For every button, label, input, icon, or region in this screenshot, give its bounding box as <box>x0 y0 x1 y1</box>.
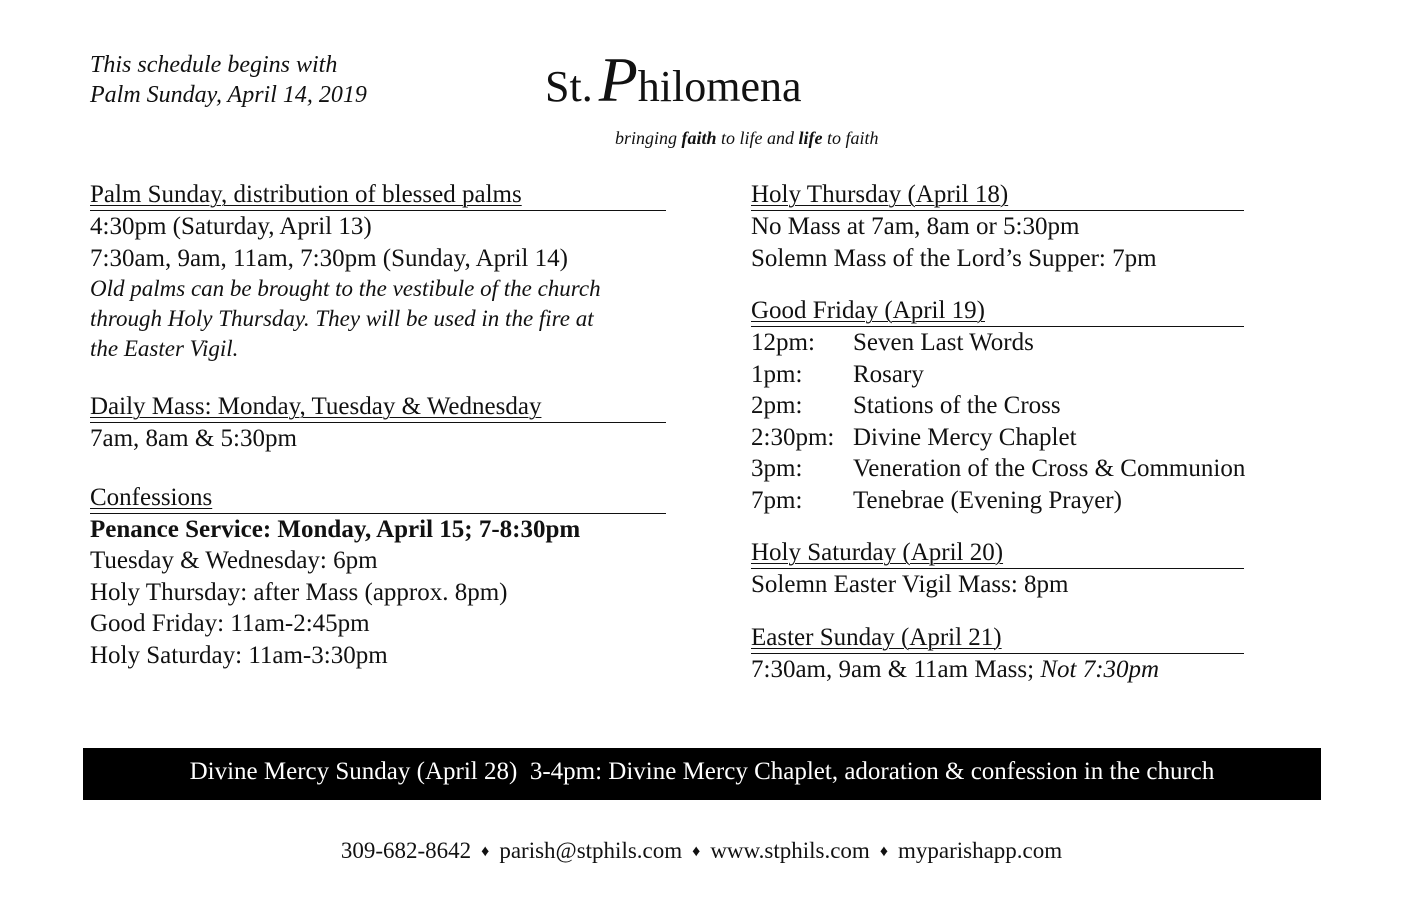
logo-prefix: St. <box>545 62 593 111</box>
website-link[interactable]: www.stphils.com <box>710 838 870 863</box>
row-time: 1pm: <box>751 360 803 388</box>
palm-sunday-heading: Palm Sunday, distribution of blessed palms <box>90 180 666 211</box>
easter-sunday-line <box>751 654 1271 686</box>
easter-sunday-heading: Easter Sunday (April 21) <box>751 623 1244 654</box>
good-friday-row <box>751 327 1271 359</box>
row-event: Stations of the Cross <box>853 392 1061 419</box>
tagline-part: to life and <box>716 128 799 148</box>
banner-text: Divine Mercy Sunday (April 28) 3-4pm: Divine Mercy Chaplet, adoration & confession in the church <box>189 758 1215 785</box>
holy-thursday-line: Solemn Mass of the Lord’s Supper: 7pm <box>751 244 1157 272</box>
daily-mass-heading: Daily Mass: Monday, Tuesday & Wednesday <box>90 392 666 423</box>
phone-number[interactable]: 309-682-8642 <box>340 838 472 863</box>
confession-time-line: Holy Saturday: 11am-3:30pm <box>90 641 388 669</box>
logo-script-letter: P <box>598 44 638 115</box>
easter-note: Not 7:30pm <box>1040 655 1160 683</box>
tagline-part: bringing <box>615 128 682 148</box>
email-link[interactable]: parish@stphils.com <box>499 838 683 863</box>
app-link[interactable]: myparishapp.com <box>898 838 1063 863</box>
intro-line-1: This schedule begins with <box>90 52 338 78</box>
confessions-section <box>90 483 668 672</box>
good-friday-section <box>751 296 1271 516</box>
tagline-part: to faith <box>822 128 879 148</box>
good-friday-row <box>751 422 1271 454</box>
palm-sunday-section <box>90 180 668 364</box>
good-friday-row <box>751 359 1271 391</box>
daily-mass-times: 7am, 8am & 5:30pm <box>90 425 297 452</box>
row-event: Seven Last Words <box>853 329 1034 356</box>
confession-time-line: Good Friday: 11am-2:45pm <box>90 610 370 637</box>
right-column <box>751 180 1271 707</box>
holy-saturday-section <box>751 538 1271 601</box>
good-friday-row <box>751 390 1271 422</box>
palm-time-line: 4:30pm (Saturday, April 13) <box>90 213 372 240</box>
daily-mass-section <box>90 392 668 455</box>
holy-saturday-heading: Holy Saturday (April 20) <box>751 538 1244 569</box>
schedule-intro <box>90 50 367 110</box>
row-event: Tenebrae (Evening Prayer) <box>853 486 1122 514</box>
confessions-heading: Confessions <box>90 483 666 514</box>
parish-tagline <box>615 128 879 149</box>
holy-thursday-heading: Holy Thursday (April 18) <box>751 180 1244 211</box>
row-event: Divine Mercy Chaplet <box>853 423 1077 451</box>
confession-time-line: Tuesday & Wednesday: 6pm <box>90 547 378 574</box>
diamond-separator-icon: ♦ <box>692 843 701 860</box>
row-time: 2:30pm: <box>751 423 835 451</box>
row-time: 3pm: <box>751 455 803 482</box>
divine-mercy-banner <box>83 748 1321 800</box>
holy-thursday-section <box>751 180 1271 274</box>
tagline-bold-life: life <box>798 128 823 148</box>
holy-thursday-line: No Mass at 7am, 8am or 5:30pm <box>751 213 1080 240</box>
row-event: Veneration of the Cross & Communion <box>853 455 1246 482</box>
confession-time-line: Holy Thursday: after Mass (approx. 8pm) <box>90 578 508 606</box>
good-friday-row <box>751 485 1271 517</box>
palm-note-line: through Holy Thursday. They will be used in the fire at <box>90 306 594 331</box>
row-time: 7pm: <box>751 486 803 514</box>
tagline-bold-faith: faith <box>681 128 717 148</box>
left-column <box>90 180 668 693</box>
row-time: 12pm: <box>751 329 815 356</box>
holy-saturday-line: Solemn Easter Vigil Mass: 8pm <box>751 571 1069 598</box>
palm-note-line: Old palms can be brought to the vestibule of the church <box>90 276 601 301</box>
easter-times: 7:30am, 9am & 11am Mass; <box>751 655 1041 683</box>
good-friday-row <box>751 453 1271 485</box>
intro-line-2: Palm Sunday, April 14, 2019 <box>90 82 367 108</box>
palm-time-line: 7:30am, 9am, 11am, 7:30pm (Sunday, April 14) <box>90 244 568 272</box>
good-friday-heading: Good Friday (April 19) <box>751 296 1244 327</box>
diamond-separator-icon: ♦ <box>481 843 490 860</box>
contact-footer <box>0 838 1403 864</box>
easter-sunday-section <box>751 623 1271 686</box>
penance-service-line: Penance Service: Monday, April 15; 7-8:30pm <box>90 515 581 543</box>
row-event: Rosary <box>853 360 924 388</box>
diamond-separator-icon: ♦ <box>879 843 888 860</box>
logo-rest: hilomena <box>637 62 802 111</box>
palm-note-line: the Easter Vigil. <box>90 336 239 361</box>
parish-logo <box>545 44 802 117</box>
row-time: 2pm: <box>751 392 803 419</box>
